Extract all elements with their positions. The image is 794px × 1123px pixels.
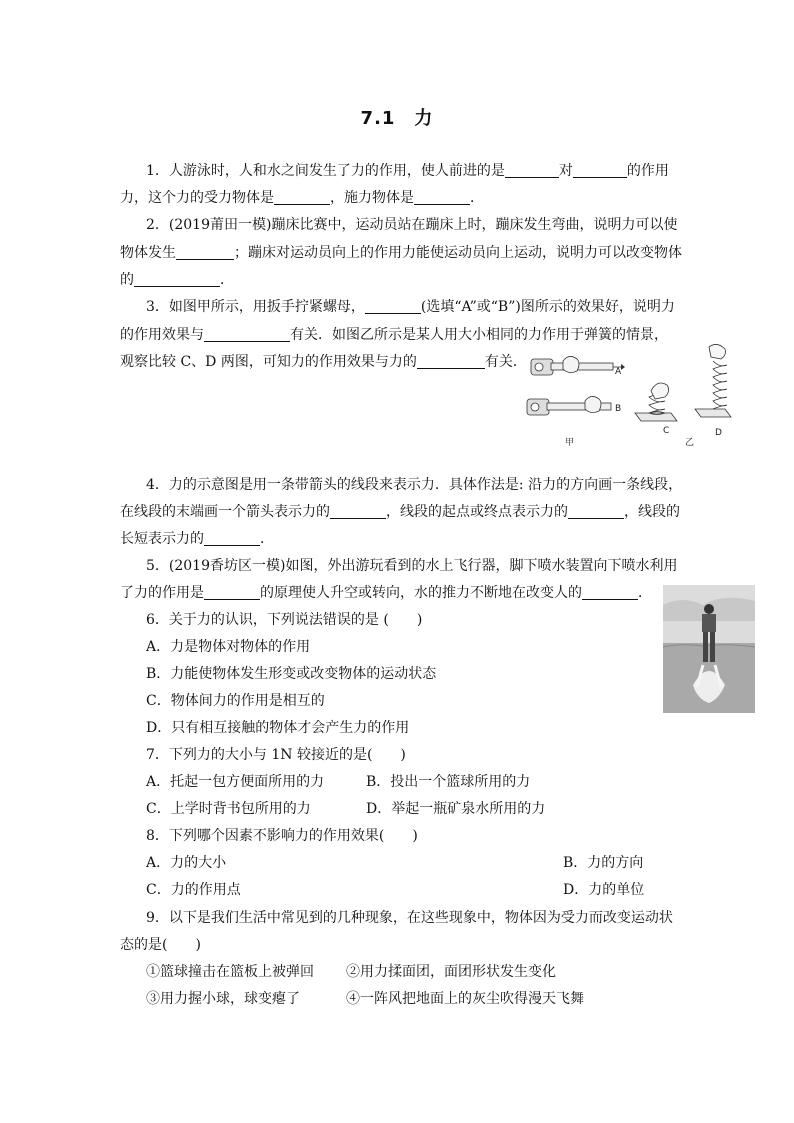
q9-item-4: ④一阵风把地面上的灰尘吹得漫天飞舞	[346, 991, 584, 1007]
q8-option-a[interactable]: A．力的大小	[146, 855, 227, 871]
answer-blank[interactable]	[274, 188, 330, 205]
answer-blank[interactable]	[330, 502, 386, 519]
q8-option-c[interactable]: C．力的作用点	[146, 882, 241, 898]
q6-option-d[interactable]: D．只有相互接触的物体才会产生力的作用	[146, 720, 410, 736]
q8-option-d[interactable]: D．力的单位	[563, 882, 645, 898]
answer-blank[interactable]	[505, 161, 559, 178]
q7-option-a[interactable]: A．托起一包方便面所用的力	[146, 774, 325, 790]
answer-blank[interactable]	[204, 583, 260, 600]
answer-blank[interactable]	[573, 161, 627, 178]
q9-item-3: ③用力握小球，球变瘪了	[146, 991, 300, 1007]
label-d: D	[715, 428, 722, 438]
q4-line3: 长短表示力的 ．	[120, 531, 274, 547]
q6-option-c[interactable]: C．物体间力的作用是相互的	[146, 693, 325, 709]
answer-blank[interactable]	[204, 325, 290, 342]
q5-line2: 了力的作用是 的原理使人升空或转向，水的推力不断地在改变人的 ．	[120, 585, 652, 601]
answer-blank[interactable]	[204, 529, 260, 546]
wrench-b-illustration	[527, 396, 611, 415]
q3-line1: 3．如图甲所示，用扳手拧紧螺母， (选填“A”或“B”)图所示的效果好，说明力	[146, 299, 675, 315]
q3-line3: 观察比较 C、D 两图，可知力的作用效果与力的 有关．	[120, 354, 527, 370]
q9-line1: 9．以下是我们生活中常见到的几种现象，在这些现象中，物体因为受力而改变运动状	[146, 910, 673, 926]
spring-d-illustration	[695, 344, 731, 417]
answer-blank[interactable]	[365, 297, 421, 314]
page-title: 7.1 力	[360, 108, 434, 129]
q6-option-b[interactable]: B．力能使物体发生形变或改变物体的运动状态	[146, 666, 437, 682]
q5-line1: 5．(2019香坊区一模)如图，外出游玩看到的水上飞行器，脚下喷水装置向下喷水利用	[146, 558, 678, 574]
q3-line2: 的作用效果与 有关．如图乙所示是某人用大小相同的力作用于弹簧的情景，	[120, 327, 668, 343]
label-b: B	[615, 404, 622, 414]
q2-line3: 的 ．	[120, 272, 234, 288]
q7-option-c[interactable]: C．上学时背书包所用的力	[146, 801, 311, 817]
answer-blank[interactable]	[417, 352, 485, 369]
q6-option-a[interactable]: A．力是物体对物体的作用	[146, 639, 311, 655]
q2-line2: 物体发生 ；蹦床对运动员向上的作用力能使运动员向上运动，说明力可以改变物体	[120, 245, 682, 261]
q7-stem: 7．下列力的大小与 1N 较接近的是( )	[146, 747, 406, 763]
label-c: C	[663, 426, 670, 436]
answer-blank[interactable]	[176, 243, 234, 260]
q1-line2: 力，这个力的受力物体是 ，施力物体是 ．	[120, 190, 484, 206]
q9-item-2: ②用力揉面团，面团形状发生变化	[346, 964, 556, 980]
wrench-spring-figure	[525, 343, 737, 451]
q4-line2: 在线段的末端画一个箭头表示力的 ，线段的起点或终点表示力的 ，线段的	[120, 504, 680, 520]
q6-stem: 6．关于力的认识，下列说法错误的是 ( )	[146, 612, 423, 628]
label-yi: 乙	[685, 438, 695, 448]
answer-blank[interactable]	[582, 583, 638, 600]
wrench-a-illustration	[531, 356, 625, 375]
spring-c-illustration	[635, 383, 677, 421]
answer-blank[interactable]	[134, 270, 220, 287]
q2-line1: 2．(2019莆田一模)蹦床比赛中，运动员站在蹦床上时，蹦床发生弯曲，说明力可以使	[146, 217, 678, 233]
answer-blank[interactable]	[414, 188, 470, 205]
q1-line1: 1．人游泳时，人和水之间发生了力的作用，使人前进的是 对 的作用	[146, 163, 669, 179]
answer-blank[interactable]	[568, 502, 624, 519]
q8-option-b[interactable]: B．力的方向	[563, 855, 644, 871]
q7-option-d[interactable]: D．举起一瓶矿泉水所用的力	[366, 801, 546, 817]
q9-line2: 态的是( )	[120, 937, 201, 953]
q7-option-b[interactable]: B．投出一个篮球所用的力	[366, 774, 531, 790]
label-jia: 甲	[565, 438, 575, 448]
water-jetpack-photo	[663, 585, 755, 713]
label-a: A	[615, 367, 622, 377]
q8-stem: 8．下列哪个因素不影响力的作用效果( )	[146, 828, 418, 844]
q9-item-1: ①篮球撞击在篮板上被弹回	[146, 964, 314, 980]
q4-line1: 4．力的示意图是用一条带箭头的线段来表示力．具体作法是: 沿力的方向画一条线段，	[146, 477, 683, 493]
